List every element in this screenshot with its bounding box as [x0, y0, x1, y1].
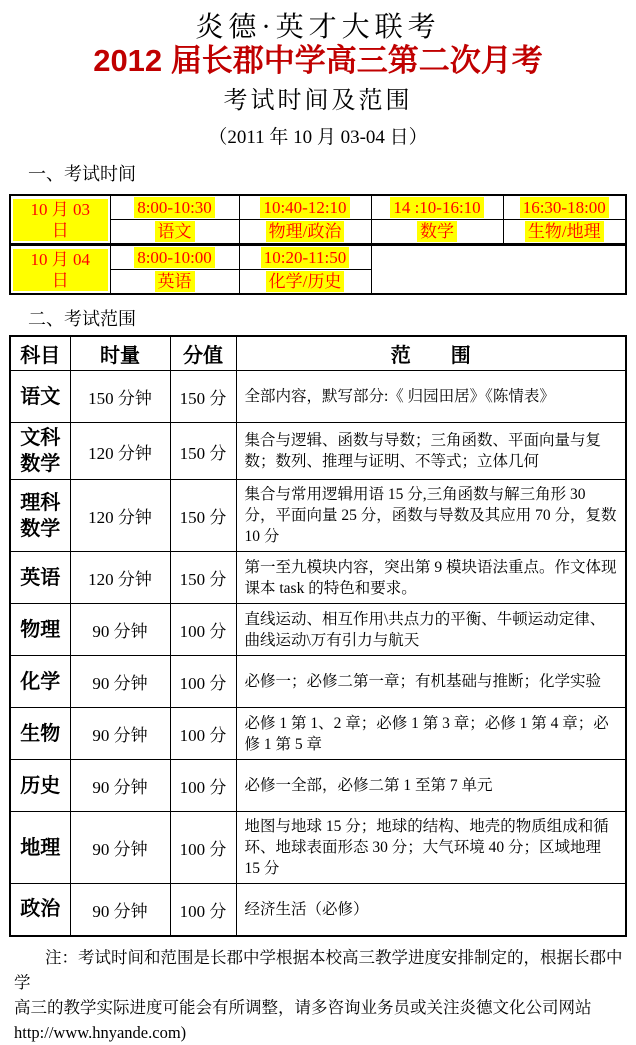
- subject-cell: 物理: [10, 604, 70, 656]
- scope-cell: 直线运动、相互作用\共点力的平衡、牛顿运动定律、曲线运动\万有引力与航天: [236, 604, 626, 656]
- schedule-time: 16:30-18:00: [503, 195, 626, 220]
- score-cell: 150 分: [170, 552, 236, 604]
- duration-cell: 90 分钟: [70, 604, 170, 656]
- duration-cell: 90 分钟: [70, 656, 170, 708]
- footer-note-line: 注：考试时间和范围是长郡中学根据本校高三教学进度安排制定的，根据长郡中学: [14, 947, 623, 992]
- brand-title: 炎德·英才大联考: [195, 12, 441, 43]
- score-cell: 150 分: [170, 371, 236, 423]
- table-row: [10, 656, 626, 708]
- duration-cell: 90 分钟: [70, 760, 170, 812]
- footer-note-line: http://www.hnyande.com): [14, 1022, 187, 1042]
- duration-cell: 120 分钟: [70, 480, 170, 552]
- subject-cell: 地理: [10, 812, 70, 884]
- column-header-subject: 科目: [10, 336, 70, 371]
- duration-cell: 90 分钟: [70, 708, 170, 760]
- score-cell: 100 分: [170, 812, 236, 884]
- exam-date-range: （2011 年 10 月 03-04 日）: [208, 127, 428, 148]
- scope-cell: 第一至九模块内容，突出第 9 模块语法重点。作文体现课本 task 的特色和要求。: [236, 552, 626, 604]
- table-row: [10, 480, 626, 552]
- column-header-scope: 范 围: [236, 336, 626, 371]
- schedule-subject: 数学: [371, 220, 503, 245]
- schedule-empty-cell: [371, 245, 626, 295]
- scope-table: [9, 335, 627, 937]
- schedule-date-day2: [10, 245, 110, 295]
- schedule-time: 10:20-11:50: [239, 245, 371, 270]
- subject-cell: 语文: [10, 371, 70, 423]
- schedule-subject: 化学/历史: [239, 270, 371, 295]
- schedule-subject: 语文: [110, 220, 239, 245]
- table-row: [10, 423, 626, 480]
- subject-cell: 理科数学: [10, 480, 70, 552]
- scope-cell: 必修一全部，必修二第 1 至第 7 单元: [236, 760, 626, 812]
- schedule-time: 10:40-12:10: [239, 195, 371, 220]
- scope-table-body: [10, 371, 626, 936]
- document-page: [0, 12, 636, 1042]
- table-row: [10, 760, 626, 812]
- highlighted-date: 10 月 04 日: [13, 249, 108, 291]
- footer-note-line: 高三的教学实际进度可能会有所调整，请多咨询业务员或关注炎德文化公司网站: [14, 997, 592, 1017]
- scope-cell: 集合与常用逻辑用语 15 分,三角函数与解三角形 30 分，平面向量 25 分，函数与导数及其应用 70 分，复数 10 分: [236, 480, 626, 552]
- section-heading-exam-scope: 二、考试范围: [28, 309, 136, 329]
- scope-cell: 集合与逻辑、函数与导数；三角函数、平面向量与复数；数列、推理与证明、不等式；立体几何: [236, 423, 626, 480]
- duration-cell: 90 分钟: [70, 812, 170, 884]
- schedule-date-day1: [10, 195, 110, 245]
- duration-cell: 150 分钟: [70, 371, 170, 423]
- subject-cell: 化学: [10, 656, 70, 708]
- table-row: [10, 195, 626, 220]
- scope-header-row: [10, 336, 626, 371]
- table-row: [10, 552, 626, 604]
- scope-cell: 必修 1 第 1、2 章；必修 1 第 3 章；必修 1 第 4 章；必修 1 第 5 章: [236, 708, 626, 760]
- score-cell: 100 分: [170, 760, 236, 812]
- schedule-time: 8:00-10:00: [110, 245, 239, 270]
- score-cell: 100 分: [170, 708, 236, 760]
- highlighted-date: 10 月 03 日: [13, 199, 108, 241]
- footer-note: [14, 945, 624, 1045]
- schedule-subject: 生物/地理: [503, 220, 626, 245]
- score-cell: 100 分: [170, 604, 236, 656]
- subject-cell: 政治: [10, 884, 70, 936]
- subject-cell: 生物: [10, 708, 70, 760]
- table-row: [10, 708, 626, 760]
- schedule-subject: 英语: [110, 270, 239, 295]
- column-header-duration: 时量: [70, 336, 170, 371]
- schedule-time: 8:00-10:30: [110, 195, 239, 220]
- table-row: [10, 604, 626, 656]
- subject-cell: 英语: [10, 552, 70, 604]
- subject-cell: 历史: [10, 760, 70, 812]
- exam-title: 2012 届长郡中学高三第二次月考: [93, 43, 543, 78]
- section-heading-exam-time: 一、考试时间: [28, 164, 136, 184]
- table-row: [10, 812, 626, 884]
- exam-subtitle: 考试时间及范围: [223, 88, 413, 114]
- score-cell: 150 分: [170, 480, 236, 552]
- score-cell: 150 分: [170, 423, 236, 480]
- column-header-score: 分值: [170, 336, 236, 371]
- scope-cell: 必修一；必修二第一章；有机基础与推断；化学实验: [236, 656, 626, 708]
- schedule-time: 14 :10-16:10: [371, 195, 503, 220]
- schedule-table: [9, 194, 627, 295]
- duration-cell: 120 分钟: [70, 552, 170, 604]
- scope-cell: 地图与地球 15 分；地球的结构、地壳的物质组成和循环、地球表面形态 30 分；大气环境 40 分；区域地理 15 分: [236, 812, 626, 884]
- table-row: [10, 245, 626, 270]
- subject-cell: 文科数学: [10, 423, 70, 480]
- duration-cell: 120 分钟: [70, 423, 170, 480]
- score-cell: 100 分: [170, 656, 236, 708]
- duration-cell: 90 分钟: [70, 884, 170, 936]
- table-row: [10, 884, 626, 936]
- table-row: [10, 371, 626, 423]
- score-cell: 100 分: [170, 884, 236, 936]
- schedule-subject: 物理/政治: [239, 220, 371, 245]
- scope-cell: 全部内容，默写部分:《 归园田居》《陈情表》: [236, 371, 626, 423]
- scope-cell: 经济生活（必修）: [236, 884, 626, 936]
